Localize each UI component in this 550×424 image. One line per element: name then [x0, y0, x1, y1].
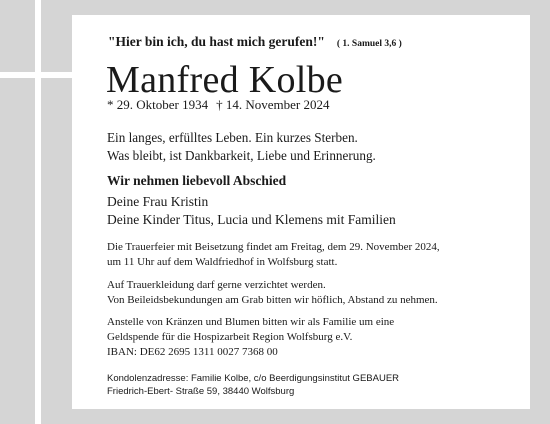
- clothing-notice: [107, 278, 438, 308]
- verse-reference: ( 1. Samuel 3,6 ): [336, 39, 402, 49]
- family-line: Deine Kinder Titus, Lucia und Klemens mit Familien: [107, 212, 396, 227]
- condolence-address: [107, 372, 399, 398]
- funeral-notice: [107, 240, 440, 270]
- deceased-name: Manfred Kolbe: [106, 59, 344, 101]
- farewell-heading: Wir nehmen liebevoll Abschied: [107, 173, 287, 188]
- donation-line: Anstelle von Kränzen und Blumen bitten wir als Familie um eine: [107, 316, 395, 328]
- clothing-line: Auf Trauerkleidung darf gerne verzichtet werden.: [107, 279, 326, 291]
- obituary-card: [72, 15, 530, 409]
- funeral-line: um 11 Uhr auf dem Waldfriedhof in Wolfsburg statt.: [107, 256, 338, 268]
- intro-text: [107, 129, 376, 165]
- donation-line: Geldspende für die Hospizarbeit Region Wolfsburg e.V.: [107, 331, 353, 343]
- life-dates: [107, 97, 329, 113]
- verse-quote: "Hier bin ich, du hast mich gerufen!": [108, 34, 325, 49]
- birth-date: * 29. Oktober 1934: [107, 97, 209, 112]
- clothing-line: Von Beileidsbekundungen am Grab bitten wir höflich, Abstand zu nehmen.: [107, 294, 438, 306]
- family-line: Deine Frau Kristin: [107, 194, 209, 209]
- contact-line: Friedrich-Ebert- Straße 59, 38440 Wolfsburg: [107, 386, 295, 397]
- family-list: [107, 193, 396, 229]
- contact-line: Kondolenzadresse: Familie Kolbe, c/o Beerdigungsinstitut GEBAUER: [107, 373, 400, 384]
- cross-horizontal-bar: [0, 72, 72, 78]
- intro-line: Was bleibt, ist Dankbarkeit, Liebe und Erinnerung.: [107, 148, 376, 163]
- donation-notice: [107, 315, 394, 360]
- iban-line: IBAN: DE62 2695 1311 0027 7368 00: [107, 346, 278, 358]
- funeral-line: Die Trauerfeier mit Beisetzung findet am Freitag, dem 29. November 2024,: [107, 241, 440, 253]
- intro-line: Ein langes, erfülltes Leben. Ein kurzes Sterben.: [107, 130, 358, 145]
- cross-vertical-bar: [35, 0, 41, 424]
- bible-verse: [108, 34, 402, 50]
- death-date: † 14. November 2024: [216, 97, 330, 112]
